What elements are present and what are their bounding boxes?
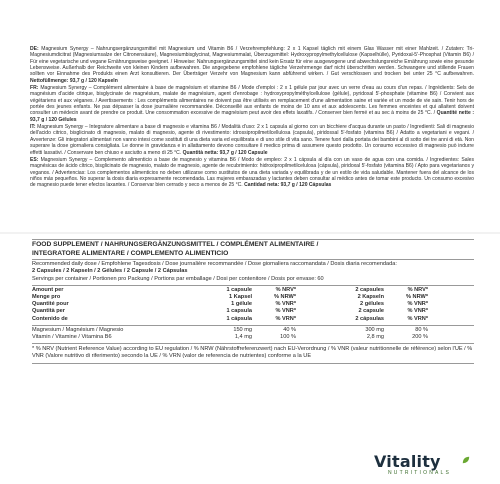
- label-fr: [30, 85, 474, 123]
- facts-title-line-1: FOOD SUPPLEMENT / NAHRUNGSERGÄNZUNGSMITTEL / COMPLÉMENT ALIMENTAIRE /: [32, 241, 319, 248]
- nrv-footnote: * % NRV (Nutrient Reference Value) according to EU regulation / % NRW (Nährstoffreferenzwert) nach EU-Verordnung / % VNR (valeur nutritionnelle de référence) selon l'UE / % VNR (Valore nutritivo di riferimento) secondo la UE / % VRN (valor de referencia de nutrientes) conforme a la UE: [32, 346, 473, 360]
- label-it-text: Magnesium Synergy – Integratore alimentare a base di magnesio e vitamina B6 / Modalità d'uso: 2 x 1 capsula al giorno con un bicchiere d'acqua durante un pasto / Ingredienti: Sali di magnesio dell'acido citrico, bisglicinato di magnesio, malato di magnesio, agente di rivestimento: idrossipropilmetilcellulosa (capsula), piridossal 5'-fosfato (vitamina B6) / Adatto a vegetariani e vegani. / Avvertenze: Gli integratori alimentari non vanno intesi come sostituti di una dieta varia ed equilibrata e di uno stile di vita sano. Tenere fuori dalla portata dei bambini al di sotto dei tre anni di età. Non superare la dose giornaliera consigliata. Le donne in gravidanza e in allattamento devono consultare il medico prima di assumere questo prodotto. Un consumo eccessivo di magnesio può indurre effetti lassativi. / Conservare ben chiuso e asciutto a meno di 25 °C.: [30, 124, 474, 156]
- label-de: [30, 46, 474, 84]
- nutrient-nrv: 80 %: [415, 326, 428, 333]
- header-row: [32, 287, 474, 294]
- label-es: [30, 157, 474, 189]
- header-row: [32, 316, 474, 323]
- nutrient-amount: 150 mg: [233, 326, 252, 333]
- header-cell: 1 capsule: [226, 286, 252, 293]
- header-row: [32, 308, 474, 315]
- header-cell: % NRV*: [275, 286, 296, 293]
- header-cell: Contenido de: [32, 315, 68, 322]
- nutrient-row: [32, 327, 474, 334]
- brand-subtitle: NUTRITIONALS: [388, 470, 452, 476]
- supplement-facts-panel: [32, 237, 474, 443]
- header-cell: 1 gélule: [231, 301, 252, 308]
- rule-nutrients: [32, 343, 474, 344]
- label-de-text: Magnesium Synergy – Nahrungsergänzungsmittel mit Magnesium und Vitamin B6 / Verzehrempfehlung: 2 x 1 Kapsel täglich mit einem Glas Wasser mit einer Mahlzeit. / Zutaten: Tri-Magnesiumdicitrat (Magnesiumsalze der Citronensäure), Magnesiumbisglycinat, Magnesiummalat, Überzugsmittel: Hydroxypropylmethylcellulose (Kapselhülle), Pyridoxal-5'-Phosphat (Vitamin B6) / Für eine vegetarische und vegane Ernährungsweise geeignet. / Hinweise: Nahrungsergänzungsmittel sind kein Ersatz für eine ausgewogene und abwechslungsreiche Ernährung sowie eine gesunde Lebensweise. Außerhalb der Reichweite von kleinen Kindern aufbewahren. Die angegebene empfohlene tägliche Verzehrmenge darf nicht überschritten werden. Schwangere und stillende Frauen sollten vor Einnahme des Produkts einen Arzt konsultieren. Der Überträger Verzehr von Magnesium kann abführend wirken. / Gut verschlossen und trocken bei unter 25 °C aufbewahren.: [30, 46, 474, 78]
- header-cell: Quantità per: [32, 308, 65, 315]
- header-cell: % VRN*: [275, 315, 296, 322]
- nutrient-name: Vitamin / Vitamine / Vitamina B6: [32, 334, 112, 341]
- nutrient-amount: 1,4 mg: [234, 334, 252, 341]
- header-cell: % VNR*: [275, 308, 296, 315]
- label-fr-text: Magnesium Synergy – Complément alimentaire à base de magnésium et vitamine B6 / Mode d'emploi : 2 x 1 gélule par jour avec un verre d'eau au cours d'un repas. / Ingrédients: Sels de magnésium d'acide citrique, bisglycinate de magnésium, malate de magnésium, agent d'enrobage : hydroxypropylméthylcellulose (gélule), pyridoxal 5'-phosphate (vitamine B6) / Convient aux végétariens et aux véganes. / Avertissements : Les compléments alimentaires ne doivent pas être utilisés en remplacement d'une alimentation saine et variée et un mode de vie sain. Tenir hors de portée des jeunes enfants. Ne pas dépasser la dose journalière recommandée. Déconseillé aux enfants de moins de 10 ans et aux adolescents. Les femmes enceintes et qui allaitent doivent consulter un médecin avant de prendre ce produit. Une consommation excessive de magnésium peut avoir des effets laxatifs. / Conserver bien fermé et au sec à moins de 25 °C. /: [30, 85, 474, 117]
- header-cell: 1 Kapsel: [228, 294, 252, 300]
- nutrient-row: [32, 334, 474, 341]
- label-fr-net: Quantité nette : 93,7 g / 120 Gélules: [30, 110, 474, 123]
- leaf-icon: [462, 456, 470, 464]
- nutrient-nrv: 100 %: [280, 334, 296, 341]
- header-cell: 1 capsula: [226, 308, 252, 315]
- nutrient-amount: 2,8 mg: [366, 334, 384, 341]
- nutrient-amount: 300 mg: [365, 326, 384, 333]
- section-divider: [0, 232, 500, 234]
- header-cell: % NRW*: [274, 294, 296, 300]
- recommended-dose-label: Recommended daily dose / Empfohlene Tagesdosis / Dose journalière recommandée / Dose giornaliera raccomandata / Dosis diaria recomendada:: [32, 261, 397, 268]
- header-cell: Amount per: [32, 286, 64, 293]
- label-es-net: Cantidad neta: 93,7 g / 120 Cápsulas: [244, 182, 332, 189]
- nutrient-nrv: 40 %: [283, 326, 296, 333]
- header-cell: 2 gélules: [360, 301, 384, 308]
- header-cell: 2 capsule: [358, 308, 384, 315]
- header-cell: % VNR*: [407, 301, 428, 308]
- header-cell: % NRV*: [407, 286, 428, 293]
- header-cell: 2 cápsulas: [355, 315, 384, 322]
- label-it-net: Quantità netta: 93,7 g / 120 Capsule: [182, 149, 268, 156]
- header-cell: 1 cápsula: [226, 315, 252, 322]
- label-de-net: Nettofüllmenge: 93,7 g / 120 Kapseln: [30, 77, 118, 84]
- rule-top: [32, 239, 474, 240]
- header-cell: % VRN*: [407, 315, 428, 322]
- header-cell: % NRW*: [406, 294, 428, 300]
- facts-title-line-2: INTEGRATORE ALIMENTARE / COMPLEMENTO ALIMENTICIO: [32, 249, 229, 257]
- header-cell: % VNR*: [275, 301, 296, 308]
- brand-logo: [374, 452, 470, 478]
- nutrient-name: Magnesium / Magnésium / Magnesio: [32, 326, 124, 333]
- rule-title: [32, 259, 474, 260]
- lang-code-fr: FR:: [30, 85, 39, 92]
- servings-per-container: Servings per container / Portionen pro Packung / Portions par emballage / Dosi per contenitore / Dosis por envase: 60: [32, 275, 324, 282]
- header-cell: Menge pro: [32, 294, 61, 300]
- rule-bottom: [32, 363, 474, 364]
- nutrient-nrv: 200 %: [412, 334, 428, 341]
- header-row: [32, 301, 474, 308]
- header-cell: Quantité pour: [32, 301, 69, 308]
- rule-servings: [32, 285, 474, 286]
- rule-header: [32, 325, 474, 326]
- header-cell: 2 capsules: [355, 286, 384, 293]
- brand-name: Vitality: [374, 452, 441, 471]
- recommended-dose-value: 2 Capsules / 2 Kapseln / 2 Gélules / 2 Capsule / 2 Cápsulas: [32, 268, 188, 275]
- lang-code-it: IT:: [30, 124, 36, 131]
- header-row: [32, 294, 474, 301]
- multilingual-label-text: [30, 46, 474, 230]
- lang-code-de: DE:: [30, 46, 39, 52]
- label-it: [30, 124, 474, 156]
- header-cell: % VNR*: [407, 308, 428, 315]
- lang-code-es: ES:: [30, 156, 39, 163]
- header-cell: 2 Kapseln: [357, 294, 384, 300]
- label-es-text: Magnesium Synergy – Complemento alimenticio a base de magnesio y vitamina B6 / Modo de empleo: 2 x 1 cápsula al día con un vaso de agua con una comida. / Ingredientes: Sales magnésicas de ácido cítrico, bisglicinato de magnesio, malato de magnesio, agente de recubrimiento: hidroxipropilmetilcelulosa (cápsula), piridoxal 5'-fosfato (vitamina B6) / Apto para vegetarianos y veganos. / Advertencias: Los complementos alimenticios no deben utilizarse como sustitutos de una dieta variada y equilibrada y de un estilo de vida saludable. Mantener fuera del alcance de los niños más pequeños. No superar la dosis diaria expresamente recomendada. Las mujeres embarazadas y lactantes deben consultar al médico antes de tomar este producto. Un consumo excesivo de magnesio puede tener efectos laxantes. / Conservar bien cerrado y seco a menos de 25 °C.: [30, 156, 474, 189]
